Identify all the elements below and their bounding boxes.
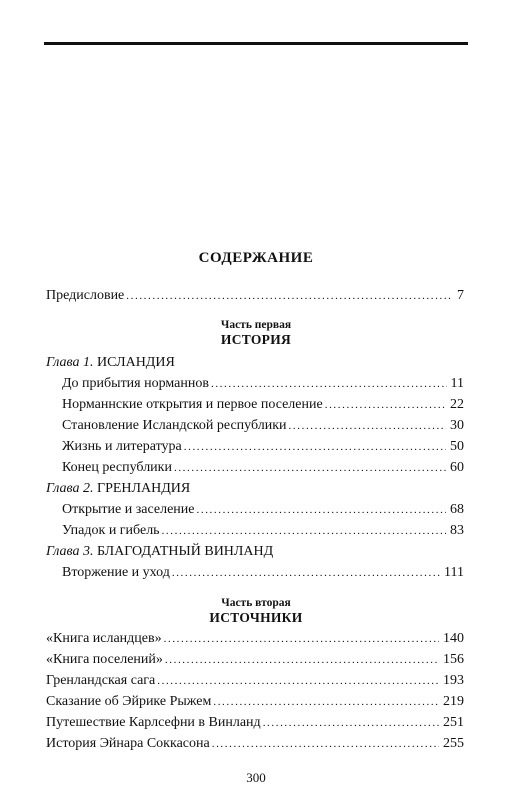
- toc-entry-page: 255: [443, 736, 464, 751]
- toc-entry-title: Гренландская сага: [46, 673, 156, 688]
- toc-entry-title: Открытие и заселение: [62, 502, 195, 517]
- leader-dots: [172, 567, 440, 579]
- toc-entry-title: Путешествие Карлсефни в Винланд: [46, 715, 261, 730]
- leader-dots: [126, 290, 453, 302]
- toc-entry-title: «Книга исландцев»: [46, 631, 162, 646]
- toc-entry-page: 60: [450, 460, 464, 475]
- toc-entry[interactable]: [62, 376, 464, 392]
- toc-entry-title: Предисловие: [46, 288, 125, 303]
- chapter-title: ГРЕНЛАНДИЯ: [96, 481, 191, 496]
- chapter-title: ИСЛАНДИЯ: [96, 355, 175, 370]
- toc-entry[interactable]: [62, 397, 464, 413]
- toc-entry-page: 193: [443, 673, 464, 688]
- toc-entry[interactable]: [46, 715, 464, 731]
- toc-entry-title: Норманнские открытия и первое поселение: [62, 397, 323, 412]
- toc-entry[interactable]: [62, 502, 464, 518]
- toc-entry-page: 111: [444, 565, 464, 580]
- chapter-1-heading: [46, 355, 175, 371]
- toc-entry[interactable]: [46, 673, 464, 689]
- leader-dots: [325, 399, 446, 411]
- chapter-prefix: Глава 1.: [46, 355, 94, 370]
- top-rule: [44, 42, 468, 45]
- toc-entry[interactable]: [46, 631, 464, 647]
- toc-entry[interactable]: [62, 523, 464, 539]
- toc-entry[interactable]: [46, 694, 464, 710]
- part-one-label: Часть первая: [220, 319, 292, 331]
- leader-dots: [212, 738, 439, 750]
- leader-dots: [197, 504, 447, 516]
- toc-entry-page: 11: [450, 376, 464, 391]
- leader-dots: [263, 717, 439, 729]
- leader-dots: [162, 525, 446, 537]
- chapter-2-heading: [46, 481, 190, 497]
- toc-entry-title: История Эйнара Соккасона: [46, 736, 210, 751]
- leader-dots: [157, 675, 439, 687]
- toc-entry-title: «Книга поселений»: [46, 652, 163, 667]
- toc-entry-page: 156: [443, 652, 464, 667]
- chapter-prefix: Глава 2.: [46, 481, 94, 496]
- toc-entry-title: Жизнь и литература: [62, 439, 182, 454]
- toc-entry-title: До прибытия норманнов: [62, 376, 209, 391]
- toc-entry[interactable]: [62, 565, 464, 581]
- toc-entry-page: 251: [443, 715, 464, 730]
- chapter-prefix: Глава 3.: [46, 544, 94, 559]
- leader-dots: [165, 654, 439, 666]
- page-number: 300: [246, 770, 266, 785]
- toc-entry[interactable]: [62, 460, 464, 476]
- toc-entry-page: 22: [450, 397, 464, 412]
- toc-entry-title: Упадок и гибель: [62, 523, 160, 538]
- chapter-3-heading: [46, 544, 273, 560]
- contents-title: СОДЕРЖАНИЕ: [198, 250, 314, 266]
- toc-entry-preface[interactable]: [46, 288, 464, 304]
- leader-dots: [211, 378, 447, 390]
- toc-entry-page: 83: [450, 523, 464, 538]
- part-two-label: Часть вторая: [221, 597, 291, 609]
- toc-entry[interactable]: [62, 439, 464, 455]
- leader-dots: [164, 633, 439, 645]
- leader-dots: [289, 420, 446, 432]
- leader-dots: [174, 462, 446, 474]
- toc-entry-title: Становление Исландской республики: [62, 418, 287, 433]
- leader-dots: [184, 441, 446, 453]
- part-two-title: ИСТОЧНИКИ: [209, 610, 303, 625]
- toc-entry-title: Вторжение и уход: [62, 565, 170, 580]
- toc-entry-page: 68: [450, 502, 464, 517]
- toc-entry-page: 7: [457, 288, 464, 303]
- chapter-title: БЛАГОДАТНЫЙ ВИНЛАНД: [96, 544, 274, 559]
- toc-entry-title: Сказание об Эйрике Рыжем: [46, 694, 212, 709]
- leader-dots: [213, 696, 439, 708]
- toc-entry-title: Конец республики: [62, 460, 172, 475]
- toc-entry[interactable]: [46, 652, 464, 668]
- part-one-title: ИСТОРИЯ: [220, 332, 292, 347]
- toc-entry[interactable]: [46, 736, 464, 752]
- toc-entry-page: 30: [450, 418, 464, 433]
- toc-entry[interactable]: [62, 418, 464, 434]
- toc-entry-page: 50: [450, 439, 464, 454]
- toc-entry-page: 219: [443, 694, 464, 709]
- toc-entry-page: 140: [443, 631, 464, 646]
